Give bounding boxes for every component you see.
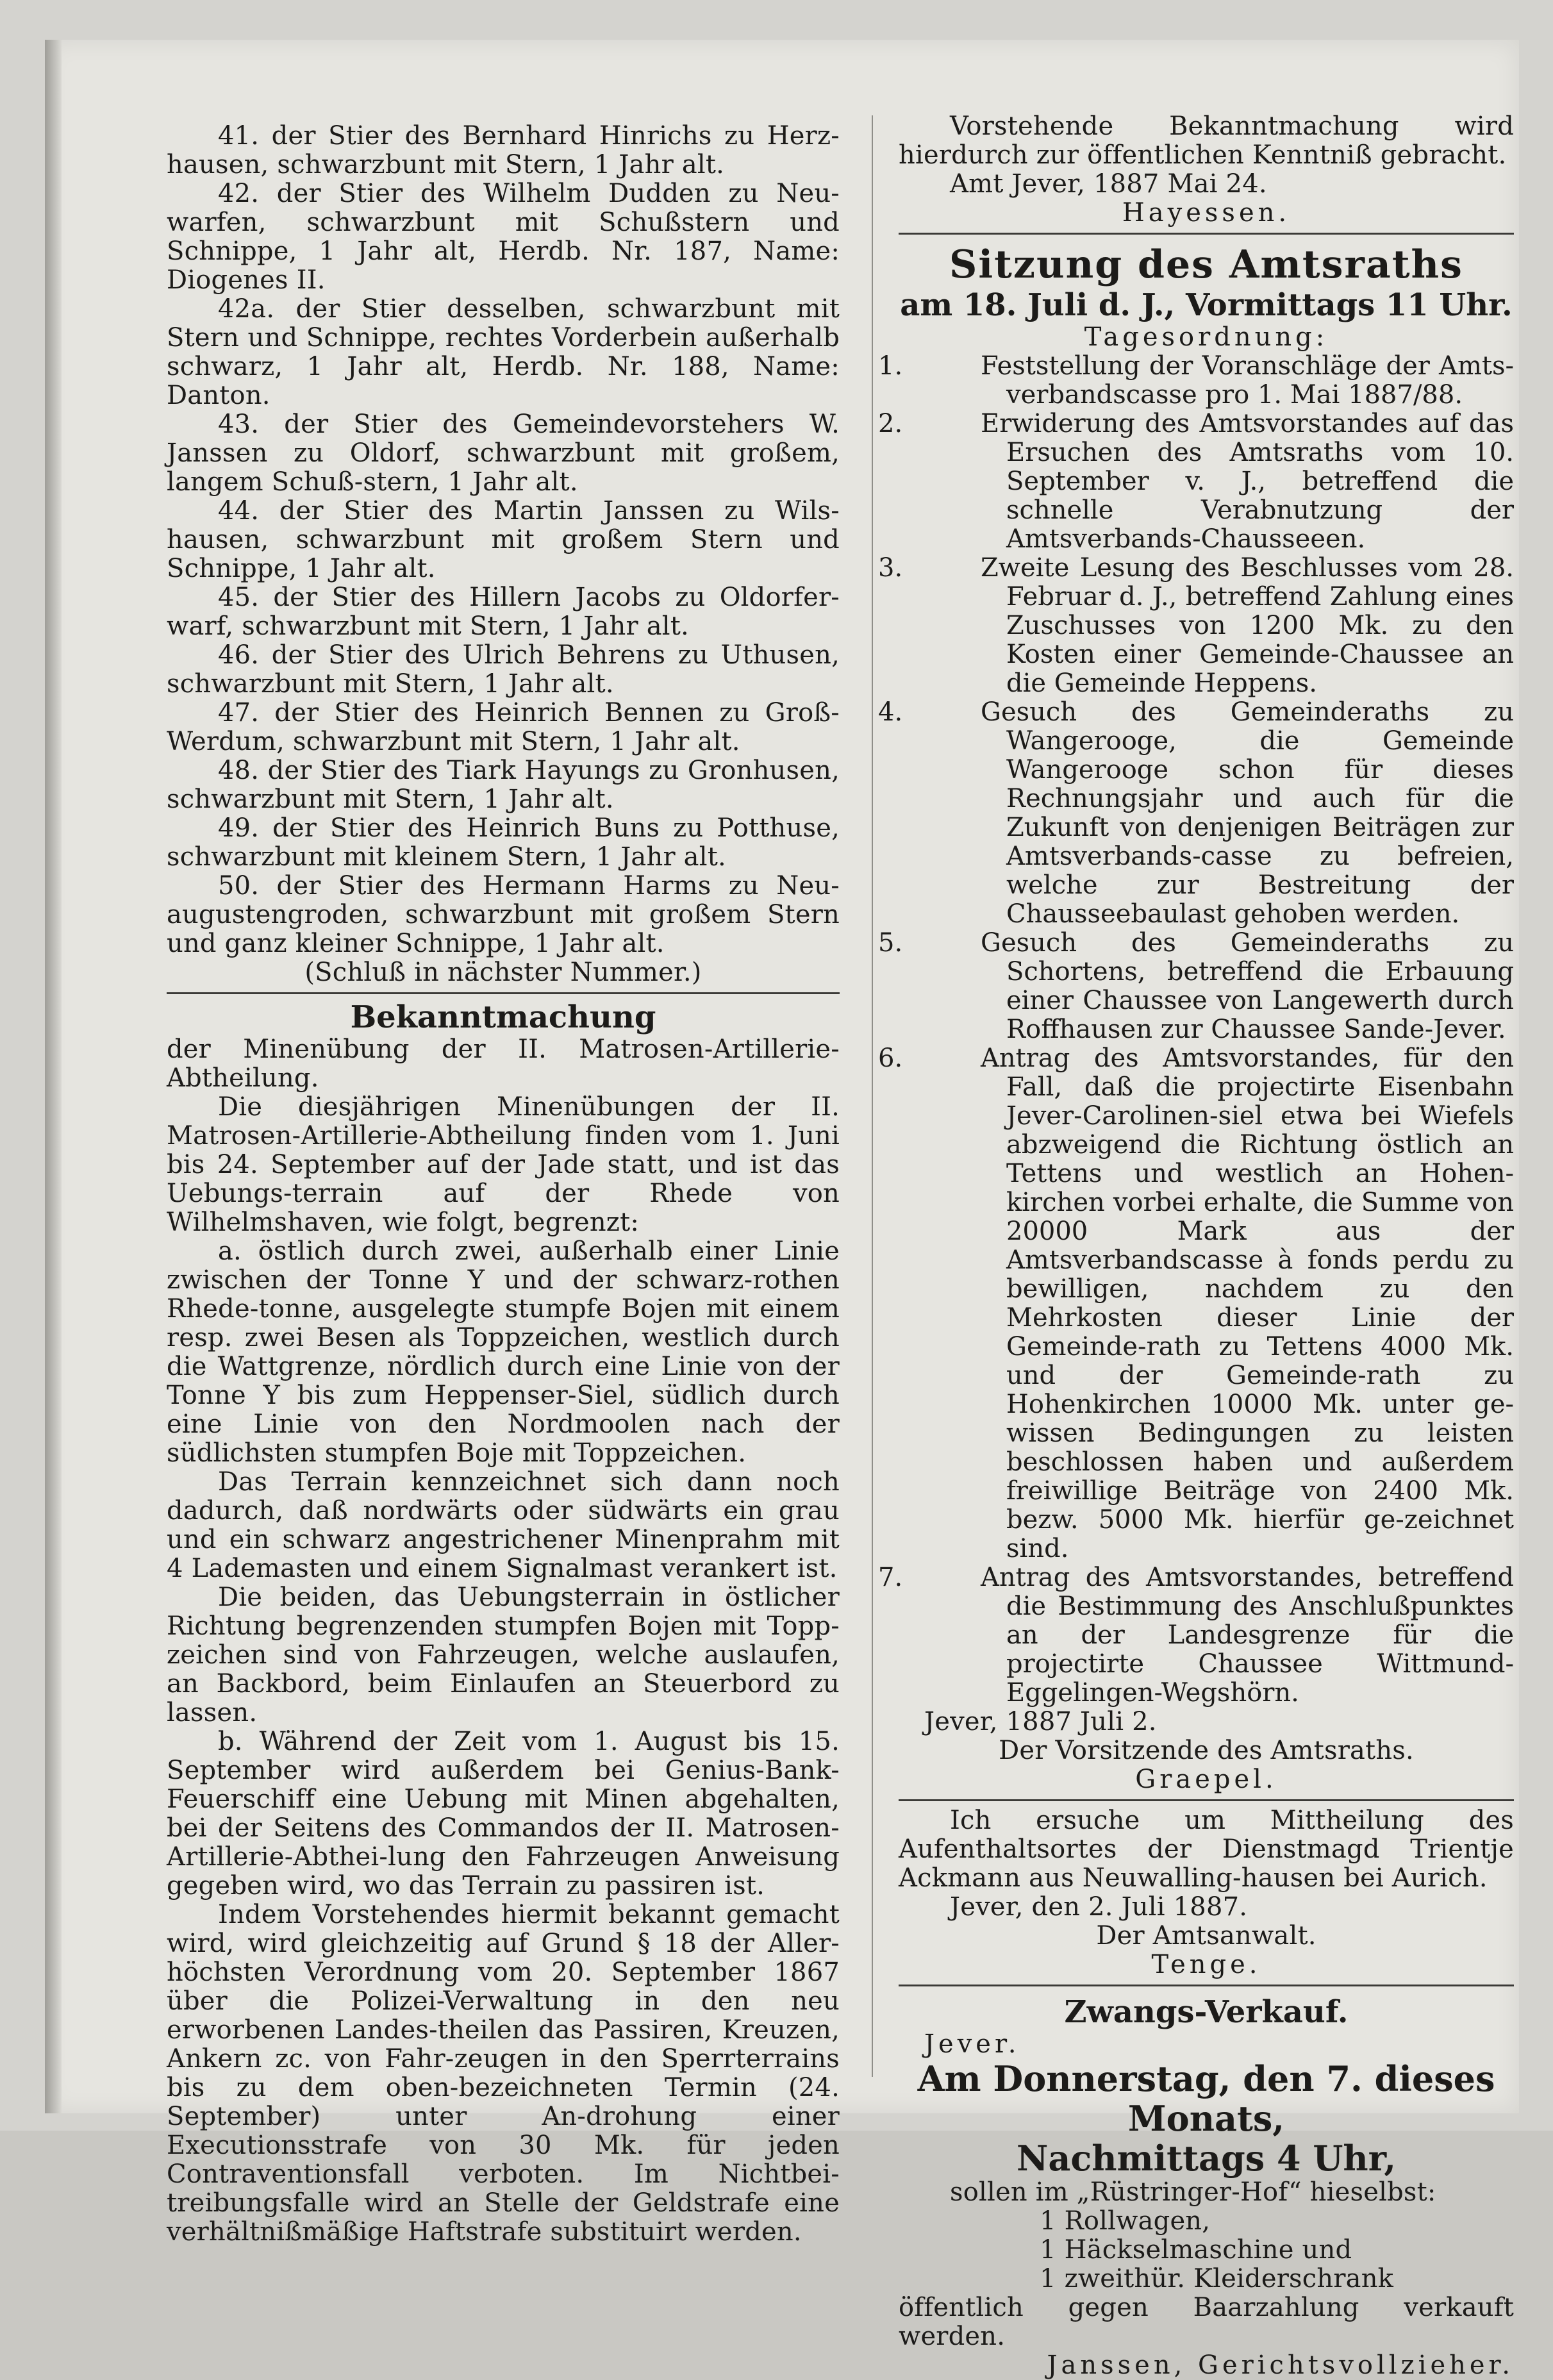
entry-49: 49. der Stier des Heinrich Buns zu Potthuse, schwarzbunt mit kleinem Stern, 1 Jahr alt. [167, 813, 840, 872]
auction-signer: Janssen, Gerichtsvollzieher. [1047, 2351, 1514, 2380]
agenda-item-text: Erwiderung des Amtsvorstandes auf das Ersuchen des Amtsraths vom 10. September v. J., betreffend die schnelle Verabnutzung der Amtsverbands-Chausseeen. [981, 409, 1514, 554]
notice-paragraph: b. Während der Zeit vom 1. August bis 15. September wird außerdem bei Genius-Bank-Feuerschiff eine Uebung mit Minen abgehalten, bei der Seitens des Commandos der II. Matrosen-Artillerie-Abthei-lung den Fahrzeugen Anweisung gegeben wird, wo das Terrain zu passiren ist. [167, 1727, 840, 1901]
inquiry-place-date: Jever, den 2. Juli 1887. [950, 1892, 1248, 1922]
agenda-item-text: Gesuch des Gemeinderaths zu Schortens, betreffend die Erbauung einer Chaussee von Langewerth durch Roffhausen zur Chaussee Sande-Jever. [981, 928, 1514, 1044]
entry-42: 42. der Stier des Wilhelm Dudden zu Neu-warfen, schwarzbunt mit Schußstern und Schnippe, 1 Jahr alt, Herdb. Nr. 187, Name: Diogenes II. [167, 179, 840, 295]
section-divider [899, 233, 1514, 235]
notice-subtitle: der Minenübung der II. Matrosen-Artillerie-Abtheilung. [167, 1035, 840, 1093]
entry-42a: 42a. der Stier desselben, schwarzbunt mit Stern und Schnippe, rechtes Vorderbein außerhalb schwarz, 1 Jahr alt, Herdb. Nr. 188, Name: Danton. [167, 294, 840, 410]
column-rule [872, 115, 873, 2077]
agenda-item [878, 697, 1514, 929]
notice-paragraph: Das Terrain kennzeichnet sich dann noch dadurch, daß nordwärts oder südwärts ein grau und ein schwarz angestrichener Minenprahm mit 4 Lademasten und einem Signalmast verankert ist. [167, 1467, 840, 1583]
announcement-place-date: Amt Jever, 1887 Mai 24. [950, 169, 1267, 199]
entry-45: 45. der Stier des Hillern Jacobs zu Oldorfer-warf, schwarzbunt mit Stern, 1 Jahr alt. [167, 583, 840, 641]
agenda-item-text: Gesuch des Gemeinderaths zu Wangerooge, die Gemeinde Wangerooge schon für dieses Rechnungsjahr und auch für die Zukunft von denjenigen Beiträgen zur Amtsverbands-casse zu befreien, welche zur Bestreitung der Chausseebaulast gehoben werden. [981, 697, 1514, 929]
page-binding-edge [45, 40, 62, 2113]
inquiry-signer: Tenge. [1151, 1950, 1261, 1979]
entry-50: 50. der Stier des Hermann Harms zu Neu-augustengroden, schwarzbunt mit großem Stern und ganz kleiner Schnippe, 1 Jahr alt. [167, 871, 840, 958]
auction-item: 1 Rollwagen, [1040, 2206, 1211, 2236]
section-divider [167, 992, 840, 994]
announcement-signature: Hayessen. [1122, 198, 1291, 228]
agenda-item-number: 1. [878, 351, 903, 381]
agenda-item [878, 1044, 1514, 1563]
agenda-item-text: Zweite Lesung des Beschlusses vom 28. Februar d. J., betreffend Zahlung eines Zuschusses von 1200 Mk. zu den Kosten einer Gemeinde-Chaussee an die Gemeinde Heppens. [981, 553, 1514, 698]
notice-paragraph: a. östlich durch zwei, außerhalb einer Linie zwischen der Tonne Y und der schwarz-rothen Rhede-tonne, ausgelegte stumpfe Bojen mit einem resp. zwei Besen als Toppzeichen, westlich durch die Wattgrenze, nördlich durch eine Linie von der Tonne Y bis zum Heppenser-Siel, südlich durch eine Linie von den Nordmoolen nach der südlichsten stumpfen Boje mit Toppzeichen. [167, 1236, 840, 1468]
announcement-text: Vorstehende Bekanntmachung wird hierdurch zur öffentlichen Kenntniß gebracht. [899, 112, 1514, 170]
agenda-item [878, 553, 1514, 698]
agenda-item-text: Antrag des Amtsvorstandes, betreffend die Bestimmung des Anschlußpunktes an der Landesgrenze für die projectirte Chaussee Wittmund-Eggelingen-Wegshörn. [981, 1563, 1514, 1708]
auction-closing: öffentlich gegen Baarzahlung verkauft werden. [899, 2293, 1514, 2351]
notice-paragraph: Indem Vorstehendes hiermit bekannt gemacht wird, wird gleichzeitig auf Grund § 18 der Aller-höchsten Verordnung vom 20. September 1867 über die Polizei-Verwaltung in den neu erworbenen Landes-theilen das Passiren, Kreuzen, Ankern zc. von Fahr-zeugen in den Sperrterrains bis zu dem oben-bezeichneten Termin (24. September) unter An-drohung einer Executionsstrafe von 30 Mk. für jeden Contraventionsfall verboten. Im Nichtbei-treibungsfalle wird an Stelle der Geldstrafe eine verhältnißmäßige Haftstrafe substituirt werden. [167, 1900, 840, 2247]
notice-title: Bekanntmachung [350, 999, 656, 1035]
left-column [167, 122, 840, 2247]
auction-item: 1 Häckselmaschine und [1040, 2235, 1352, 2265]
agenda-item-number: 2. [878, 409, 903, 438]
continued-note: (Schluß in nächster Nummer.) [304, 958, 702, 987]
agenda-item [878, 928, 1514, 1044]
agenda-item [878, 351, 1514, 410]
session-signer-role: Der Vorsitzende des Amtsraths. [999, 1736, 1414, 1765]
inquiry-text: Ich ersuche um Mittheilung des Aufenthaltsortes der Dienstmagd Trientje Ackmann aus Neuwalling-hausen bei Aurich. [899, 1806, 1514, 1893]
agenda-item [878, 1563, 1514, 1708]
entry-48: 48. der Stier des Tiark Hayungs zu Gronhusen, schwarzbunt mit Stern, 1 Jahr alt. [167, 756, 840, 814]
auction-date-line: Am Donnerstag, den 7. dieses Monats, [917, 2058, 1495, 2139]
entry-41: 41. der Stier des Bernhard Hinrichs zu Herz-hausen, schwarzbunt mit Stern, 1 Jahr alt. [167, 121, 840, 179]
entry-43: 43. der Stier des Gemeindevorstehers W. Janssen zu Oldorf, schwarzbunt mit großem, langem Schuß-stern, 1 Jahr alt. [167, 410, 840, 497]
auction-time-line: Nachmittags 4 Uhr, [1016, 2138, 1397, 2179]
entry-47: 47. der Stier des Heinrich Bennen zu Groß-Werdum, schwarzbunt mit Stern, 1 Jahr alt. [167, 698, 840, 756]
auction-place: Jever. [924, 2029, 1020, 2059]
agenda-item-number: 6. [878, 1044, 903, 1073]
right-column [878, 112, 1514, 2380]
agenda-item-number: 4. [878, 697, 903, 727]
agenda-item-number: 5. [878, 928, 903, 958]
auction-title: Zwangs-Verkauf. [1064, 1994, 1349, 2030]
agenda-item-number: 7. [878, 1563, 903, 1592]
section-divider [899, 1985, 1514, 1986]
agenda-item [878, 409, 1514, 554]
agenda-item-text: Antrag des Amtsvorstandes, für den Fall, daß die projectirte Eisenbahn Jever-Carolinen-siel etwa bei Wiefels abzweigend die Richtung östlich an Tettens und westlich an Hohen-kirchen vorbei erhalte, die Summe von 20000 Mark aus der Amtsverbandscasse à fonds perdu zu bewilligen, nachdem zu den Mehrkosten dieser Linie der Gemeinde-rath zu Tettens 4000 Mk. und der Gemeinde-rath zu Hohenkirchen 10000 Mk. unter ge-wissen Bedingungen zu leisten beschlossen haben und außerdem freiwillige Beiträge von 2400 Mk. bezw. 5000 Mk. hierfür ge-zeichnet sind. [981, 1044, 1514, 1563]
entry-46: 46. der Stier des Ulrich Behrens zu Uthusen, schwarzbunt mit Stern, 1 Jahr alt. [167, 640, 840, 699]
entry-44: 44. der Stier des Martin Janssen zu Wils-hausen, schwarzbunt mit großem Stern und Schnippe, 1 Jahr alt. [167, 496, 840, 583]
inquiry-signer-role: Der Amtsanwalt. [1096, 1921, 1316, 1951]
notice-paragraph: Die diesjährigen Minenübungen der II. Matrosen-Artillerie-Abtheilung finden vom 1. Juni bis 24. September auf der Jade statt, und ist das Uebungs-terrain auf der Rhede von Wilhelmshaven, wie folgt, begrenzt: [167, 1092, 840, 1237]
agenda-item-number: 3. [878, 553, 903, 583]
session-place-date: Jever, 1887 Juli 2. [924, 1707, 1157, 1736]
section-divider [899, 1799, 1514, 1801]
session-title: Sitzung des Amtsraths [949, 242, 1463, 287]
session-subtitle: am 18. Juli d. J., Vormittags 11 Uhr. [900, 287, 1513, 323]
auction-intro: sollen im „Rüstringer-Hof“ hieselbst: [950, 2177, 1436, 2207]
auction-item: 1 zweithür. Kleiderschrank [1040, 2264, 1394, 2293]
agenda-item-text: Feststellung der Voranschläge der Amts-verbandscasse pro 1. Mai 1887/88. [981, 351, 1514, 410]
agenda-label: Tagesordnung: [1084, 322, 1329, 352]
session-signer: Graepel. [1135, 1765, 1277, 1794]
notice-paragraph: Die beiden, das Uebungsterrain in östlicher Richtung begrenzenden stumpfen Bojen mit Topp-zeichen sind von Fahrzeugen, welche auslaufen, an Backbord, beim Einlaufen an Steuerbord zu lassen. [167, 1583, 840, 1727]
